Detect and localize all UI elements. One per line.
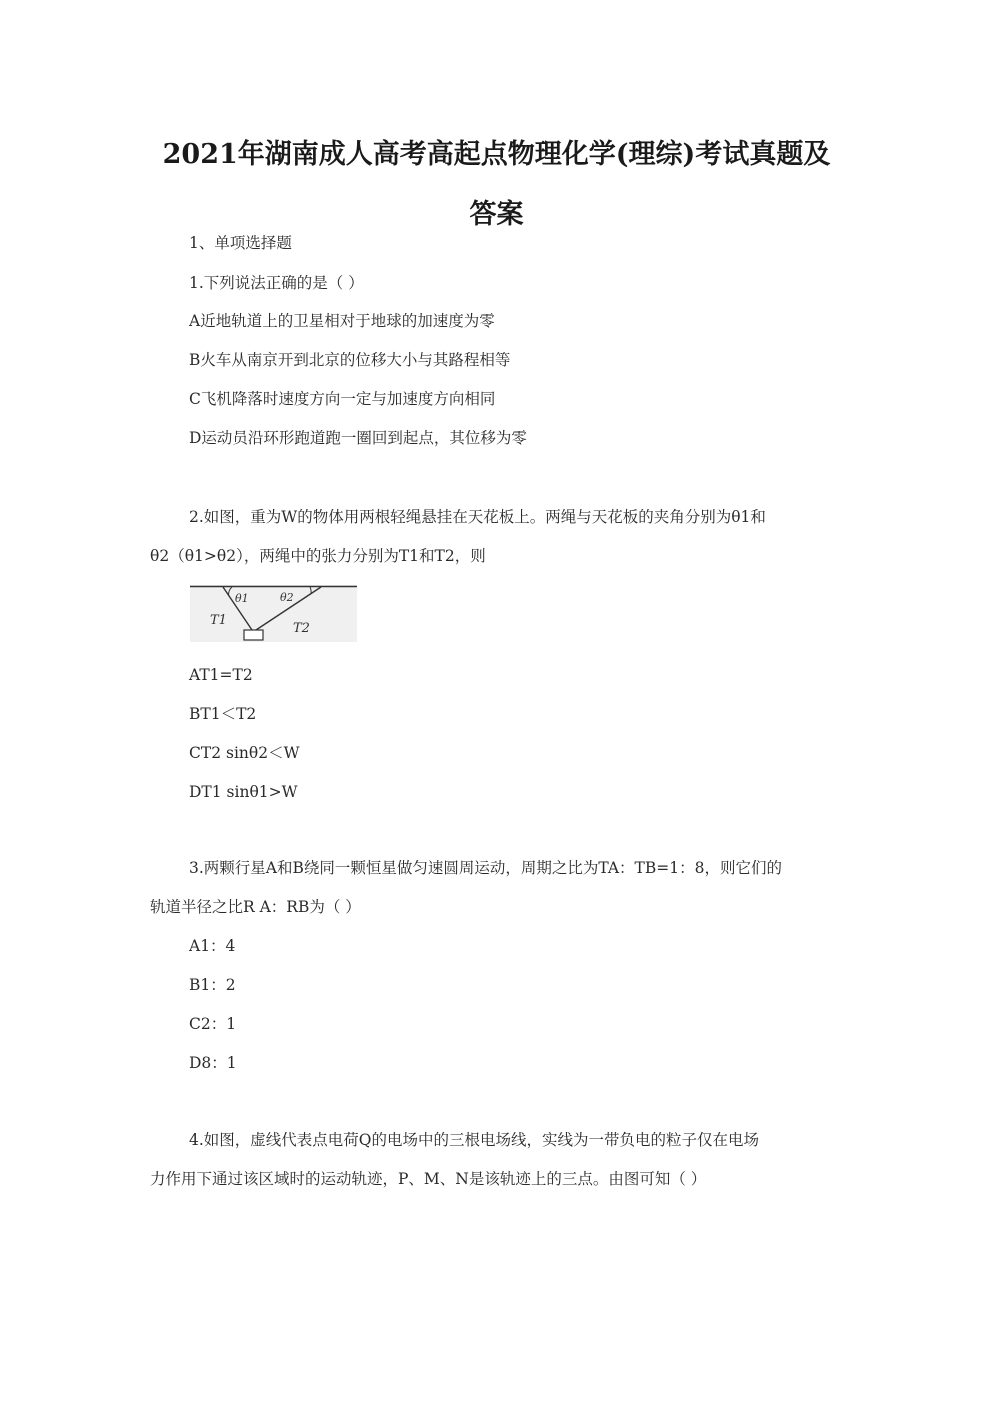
question-1-option-d: D运动员沿环形跑道跑一圈回到起点，其位移为零	[189, 429, 527, 447]
question-3-option-b: B1：2	[189, 976, 236, 994]
question-2-option-c: CT2 sinθ2＜W	[189, 744, 300, 762]
question-3-stem-line-1: 3.两颗行星A和B绕同一颗恒星做匀速圆周运动，周期之比为TA：TB=1：8，则它们的	[189, 859, 782, 877]
question-3-stem-line-2: 轨道半径之比R A：RB为（ ）	[150, 898, 361, 916]
question-3-option-a: A1：4	[189, 937, 236, 955]
label-theta2: θ2	[280, 591, 294, 604]
question-4-stem-line-2: 力作用下通过该区域时的运动轨迹，P、M、N是该轨迹上的三点。由图可知（ ）	[150, 1170, 707, 1188]
question-3-option-d: D8：1	[189, 1054, 237, 1072]
question-1-option-c: C飞机降落时速度方向一定与加速度方向相同	[189, 390, 496, 408]
question-2-option-a: AT1=T2	[189, 666, 253, 684]
question-1-option-a: A近地轨道上的卫星相对于地球的加速度为零	[189, 312, 495, 330]
question-2-option-d: DT1 sinθ1>W	[189, 783, 298, 801]
question-2-option-b: BT1＜T2	[189, 705, 257, 723]
question-1-stem: 1.下列说法正确的是（ ）	[189, 274, 364, 292]
question-4-stem-line-1: 4.如图，虚线代表点电荷Q的电场中的三根电场线，实线为一带负电的粒子仅在电场	[189, 1131, 759, 1149]
label-t1: T1	[210, 613, 227, 628]
document-title: 2021年湖南成人高考高起点物理化学(理综)考试真题及答案	[162, 139, 831, 230]
question-3-option-c: C2：1	[189, 1015, 237, 1033]
weight-block	[244, 630, 263, 640]
label-theta1: θ1	[235, 592, 249, 605]
question-2-figure	[190, 585, 357, 642]
section-heading: 1、单项选择题	[189, 234, 292, 252]
question-2-stem-line-2: θ2（θ1>θ2），两绳中的张力分别为T1和T2，则	[150, 547, 486, 565]
question-2-stem-line-1: 2.如图，重为W的物体用两根轻绳悬挂在天花板上。两绳与天花板的夹角分别为θ1和	[189, 508, 766, 526]
question-1-option-b: B火车从南京开到北京的位移大小与其路程相等	[189, 351, 511, 369]
label-t2: T2	[293, 621, 310, 636]
